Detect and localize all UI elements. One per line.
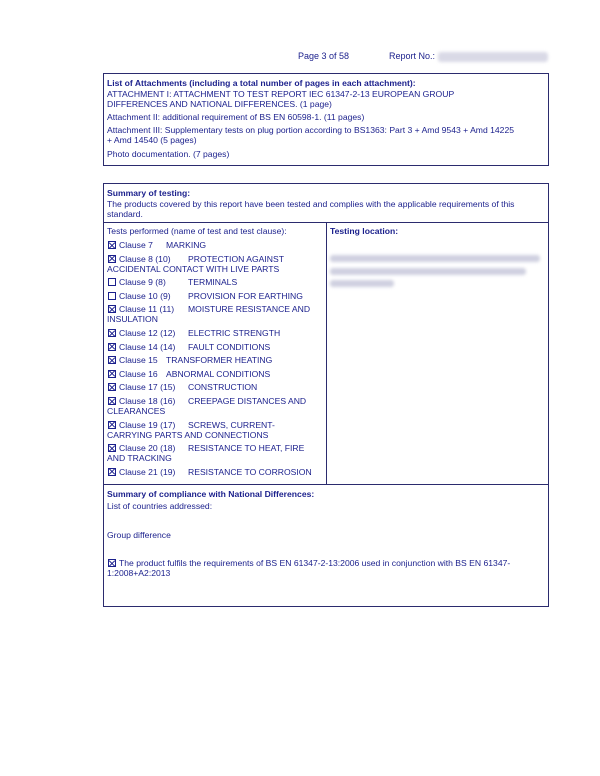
test-name: SCREWS, CURRENT- <box>188 419 275 430</box>
test-name-continued: CARRYING PARTS AND CONNECTIONS <box>107 429 269 440</box>
test-clause: Clause 10 (9) <box>119 290 171 301</box>
report-number-label: Report No.: <box>389 51 436 61</box>
checkbox-checked-icon <box>108 356 116 364</box>
redacted-report-number <box>438 52 548 62</box>
group-difference: Group difference <box>107 530 171 540</box>
test-name: CONSTRUCTION <box>188 382 258 393</box>
test-clause: Clause 16 <box>119 368 158 379</box>
test-clause: Clause 21 (19) <box>119 466 176 477</box>
redacted-location <box>330 268 526 275</box>
test-name: RESISTANCE TO HEAT, FIRE <box>188 443 305 454</box>
national-title: Summary of compliance with National Differences: <box>107 489 315 499</box>
checkbox-checked-icon <box>108 468 116 476</box>
checkbox-empty-icon <box>108 292 116 300</box>
summary-text: standard. <box>107 209 143 219</box>
test-name: TRANSFORMER HEATING <box>166 355 273 366</box>
test-clause: Clause 20 (18) <box>119 443 176 454</box>
attachment-line: DIFFERENCES AND NATIONAL DIFFERENCES. (1 page) <box>107 99 332 109</box>
attachments-title: List of Attachments (including a total number of pages in each attachment): <box>107 78 416 88</box>
divider <box>326 222 327 484</box>
test-name: PROTECTION AGAINST <box>188 253 284 264</box>
checkbox-checked-icon <box>108 559 116 567</box>
checkbox-checked-icon <box>108 397 116 405</box>
attachment-line: + Amd 14540 (5 pages) <box>107 135 197 145</box>
test-name-continued: AND TRACKING <box>107 453 172 464</box>
page-header <box>0 51 600 65</box>
attachment-line: Photo documentation. (7 pages) <box>107 149 230 159</box>
test-clause: Clause 11 (11) <box>119 304 175 315</box>
redacted-location <box>330 255 540 262</box>
checkbox-checked-icon <box>108 421 116 429</box>
tests-header: Tests performed (name of test and test clause): <box>107 226 287 236</box>
test-clause: Clause 12 (12) <box>119 328 176 338</box>
test-clause: Clause 7 <box>119 240 153 250</box>
test-name-continued: ACCIDENTAL CONTACT WITH LIVE PARTS <box>107 263 280 274</box>
test-name: TERMINALS <box>188 277 238 288</box>
redacted-location <box>330 280 394 287</box>
compliance-statement: 1:2008+A2:2013 <box>107 568 171 578</box>
summary-box <box>103 183 549 607</box>
summary-text: The products covered by this report have been tested and complies with the applicable requirements of this <box>107 199 515 209</box>
checkbox-checked-icon <box>108 444 116 452</box>
divider <box>104 484 548 485</box>
test-name: CREEPAGE DISTANCES AND <box>188 396 307 406</box>
compliance-statement: The product fulfils the requirements of BS EN 61347-2-13:2006 used in conjunction with BS EN 61347- <box>119 558 511 568</box>
test-name: PROVISION FOR EARTHING <box>188 290 303 301</box>
test-clause: Clause 19 (17) <box>119 419 176 430</box>
checkbox-checked-icon <box>108 370 116 378</box>
checkbox-checked-icon <box>108 241 116 249</box>
attachment-line: Attachment II: additional requirement of BS EN 60598-1. (11 pages) <box>107 112 365 122</box>
test-clause: Clause 17 (15) <box>119 382 176 393</box>
test-name: ABNORMAL CONDITIONS <box>166 368 271 379</box>
test-name-continued: INSULATION <box>107 314 158 325</box>
checkbox-empty-icon <box>108 278 116 286</box>
page-number: Page 3 of 58 <box>298 51 350 61</box>
test-name: MARKING <box>166 240 207 250</box>
checkbox-checked-icon <box>108 383 116 391</box>
test-clause: Clause 15 <box>119 355 158 366</box>
test-name: ELECTRIC STRENGTH <box>188 328 281 338</box>
test-clause: Clause 18 (16) <box>119 396 176 406</box>
attachment-line: Attachment III: Supplementary tests on plug portion according to BS1363: Part 3 + Amd 9543 + Amd 14225 <box>107 125 515 135</box>
test-clause: Clause 14 (14) <box>119 341 176 352</box>
attachment-line: ATTACHMENT I: ATTACHMENT TO TEST REPORT IEC 61347-2-13 EUROPEAN GROUP <box>107 89 455 99</box>
checkbox-checked-icon <box>108 305 116 313</box>
test-name: RESISTANCE TO CORROSION <box>188 466 312 477</box>
checkbox-checked-icon <box>108 343 116 351</box>
checkbox-checked-icon <box>108 255 116 263</box>
attachments-box <box>103 73 549 166</box>
testing-location-header: Testing location: <box>330 226 399 236</box>
test-clause: Clause 9 (8) <box>119 277 166 288</box>
test-name: MOISTURE RESISTANCE AND <box>188 304 311 315</box>
summary-title: Summary of testing: <box>107 188 191 198</box>
countries-label: List of countries addressed: <box>107 501 213 511</box>
test-name: FAULT CONDITIONS <box>188 341 271 352</box>
checkbox-checked-icon <box>108 329 116 337</box>
test-clause: Clause 8 (10) <box>119 253 171 264</box>
test-name-continued: CLEARANCES <box>107 406 166 416</box>
